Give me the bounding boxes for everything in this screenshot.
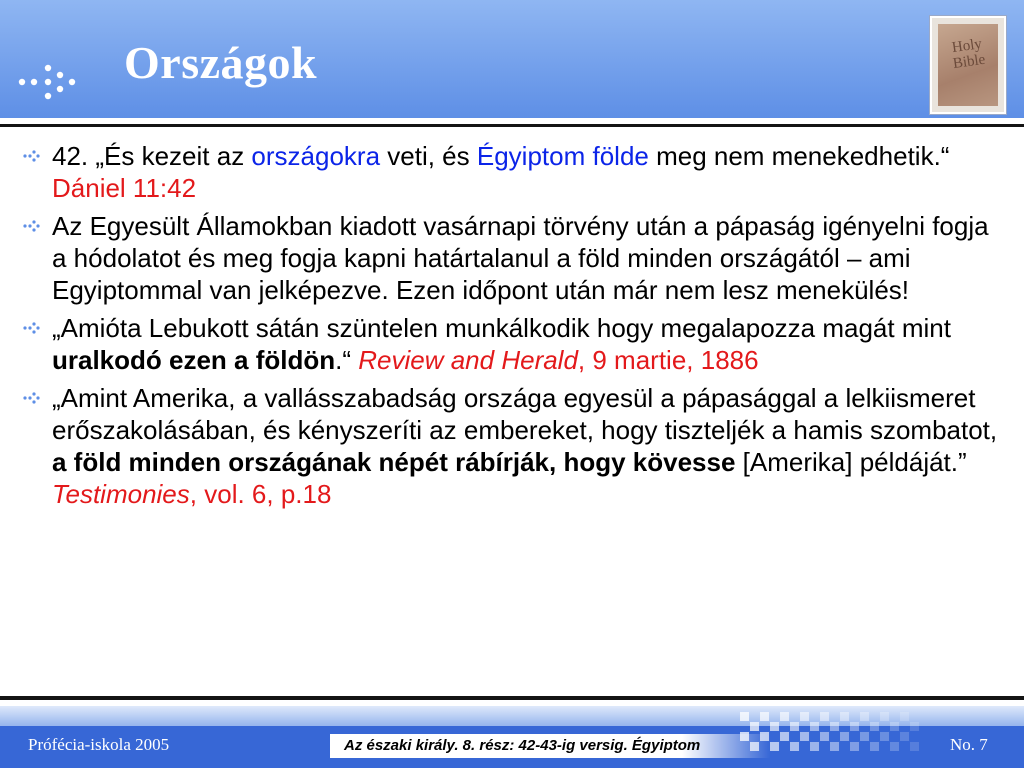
bullet-text-segment: .“ bbox=[335, 345, 359, 375]
bullet-item bbox=[22, 312, 1002, 376]
header-divider bbox=[0, 124, 1024, 127]
bullet-item bbox=[22, 210, 1002, 306]
bullet-text-segment: „Amint Amerika, a vallásszabadság országa egyesül a pápasággal a lelkiismeret erőszakolásában, és kényszeríti az embereket, hogy tiszteljék a hamis szombatot, bbox=[52, 383, 998, 445]
bullet-text-segment: a föld minden országának népét rábírják, hogy kövesse bbox=[52, 447, 736, 477]
slide-header bbox=[0, 0, 1024, 118]
bullet-arrow-icon bbox=[22, 149, 42, 163]
bullet-text-segment: uralkodó ezen a földön bbox=[52, 345, 336, 375]
decorative-dots-icon bbox=[16, 58, 80, 102]
slide-title: Országok bbox=[124, 37, 318, 88]
bible-cover-image bbox=[938, 24, 998, 106]
bullet-arrow-icon bbox=[22, 321, 42, 335]
bullet-text-segment: Testimonies bbox=[52, 479, 190, 509]
bullet-text-segment: meg nem menekedhetik.“ bbox=[648, 141, 950, 171]
logo-text: Holy Bible bbox=[950, 36, 987, 73]
footer-course-name: Prófécia-iskola 2005 bbox=[28, 735, 170, 754]
bullet-list bbox=[22, 140, 1002, 510]
bullet-text-segment: országokra bbox=[251, 141, 381, 171]
bullet-text-segment: Égyiptom földe bbox=[476, 141, 649, 171]
slide-number: No. 7 bbox=[950, 735, 988, 754]
footer-divider bbox=[0, 696, 1024, 700]
bullet-text-segment: , vol. 6, p.18 bbox=[189, 479, 332, 509]
bullet-text-segment: Az Egyesült Államokban kiadott vasárnapi törvény után a pápaság igényelni fogja a hódolatot és meg fogja kapni határtalanul a föld minden országától – ami Egyiptommal van jelképezve. Ezen időpont után már nem lesz menekülés! bbox=[52, 211, 989, 305]
bullet-text-segment: Review and Herald bbox=[358, 345, 578, 375]
bible-logo bbox=[930, 16, 1006, 114]
bullet-text-segment: , 9 martie, 1886 bbox=[577, 345, 759, 375]
bullet-text-segment: veti, és bbox=[380, 141, 477, 171]
bullet-item bbox=[22, 382, 1002, 510]
footer-slide-topic: Az északi király. 8. rész: 42-43-ig versig. Égyiptom bbox=[344, 737, 701, 754]
bullet-text-segment: Dániel 11:42 bbox=[52, 173, 197, 203]
bullet-arrow-icon bbox=[22, 391, 42, 405]
bullet-text-segment: 42. „És kezeit az bbox=[52, 141, 252, 171]
bullet-item bbox=[22, 140, 1002, 204]
bullet-text-segment: „Amióta Lebukott sátán szüntelen munkálkodik hogy megalapozza magát mint bbox=[52, 313, 951, 343]
footer-title-box bbox=[330, 734, 770, 758]
slide-body bbox=[22, 140, 1002, 516]
bullet-text-segment: [Amerika] példáját.” bbox=[735, 447, 967, 477]
bullet-arrow-icon bbox=[22, 219, 42, 233]
